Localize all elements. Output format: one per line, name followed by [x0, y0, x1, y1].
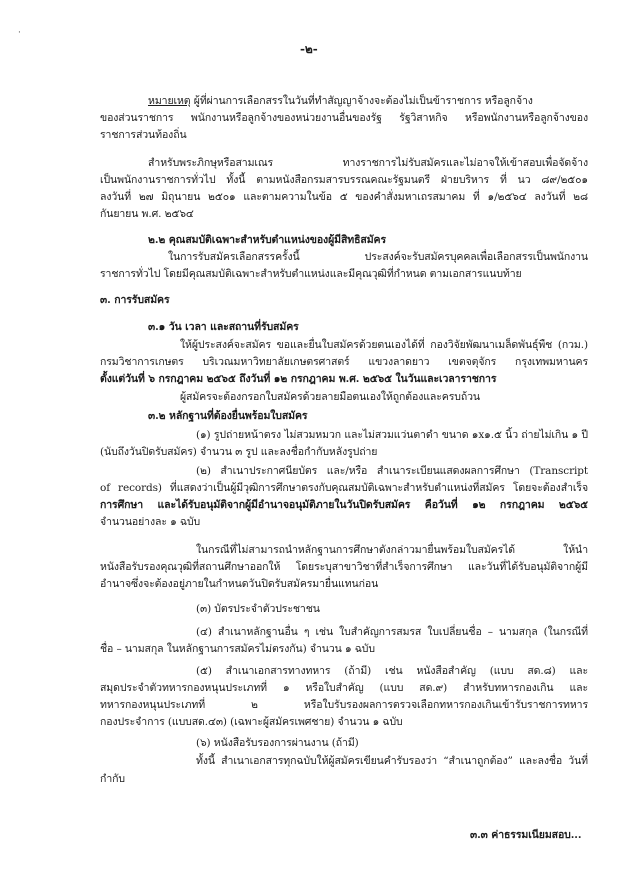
- monk-line-1: สำหรับพระภิกษุหรือสามเณร ทางราชการไม่รับสมัครและไม่อาจให้เข้าสอบเพื่อจัดจ้าง: [148, 157, 588, 169]
- item-1-line-1: (๑) รูปถ่ายหน้าตรง ไม่สวมหมวก และไม่สวมแว่นตาดำ ขนาด ๑x๑.๕ นิ้ว ถ่ายไม่เกิน ๑ ปี: [196, 429, 588, 441]
- item-2-extra-line-1: ในกรณีที่ไม่สามารถนำหลักฐานการศึกษาดังกล่าวมายื่นพร้อมใบสมัครได้ ให้นำ: [196, 544, 588, 556]
- note-line-1: [148, 94, 588, 108]
- closing-line-2: กำกับ: [100, 773, 125, 785]
- item-4-line-1: (๔) สำเนาหลักฐานอื่น ๆ เช่น ใบสำคัญการสมรส ใบเปลี่ยนชื่อ – นามสกุล (ในกรณีที่: [196, 626, 588, 638]
- section-3-2-heading: ๓.๒ หลักฐานที่ต้องยื่นพร้อมใบสมัคร: [148, 410, 308, 422]
- section-3-1-line-2: กรมวิชาการเกษตร บริเวณมหาวิทยาลัยเกษตรศาสตร์ แขวงลาดยาว เขตจตุจักร กรุงเทพมหานคร: [100, 356, 588, 368]
- item-6: (๖) หนังสือรับรองการผ่านงาน (ถ้ามี): [196, 737, 359, 749]
- item-2-line-1: (๒) สำเนาประกาศนียบัตร และ/หรือ สำเนาระเบียนแสดงผลการศึกษา (Transcript: [196, 465, 588, 477]
- page-number: -๒-: [300, 42, 318, 56]
- note-line-3: ราชการส่วนท้องถิ่น: [100, 129, 187, 141]
- item-2-line-2: of records) ที่แสดงว่าเป็นผู้มีวุฒิการศึกษาตรงกับคุณสมบัติเฉพาะสำหรับตำแหน่งที่สมัคร โดยจะต้องสำเร็จ: [100, 482, 588, 494]
- item-5-line-4: กองประจำการ (แบบสด.๔๓) (เฉพาะผู้สมัครเพศชาย) จำนวน ๑ ฉบับ: [100, 716, 403, 728]
- scan-speck: ·: [18, 28, 21, 38]
- section-2-2-line-2: ราชการทั่วไป โดยมีคุณสมบัติเฉพาะสำหรับตำแหน่งและมีคุณวุฒิที่กำหนด ตามเอกสารแนบท้าย: [100, 268, 522, 280]
- section-3-1-line-3: ตั้งแต่วันที่ ๖ กรกฎาคม ๒๕๖๕ ถึงวันที่ ๑๒ กรกฎาคม พ.ศ. ๒๕๖๕ ในวันและเวลาราชการ: [100, 373, 497, 385]
- section-3-1-line-4: ผู้สมัครจะต้องกรอกใบสมัครด้วยลายมือตนเองให้ถูกต้องและครบถ้วน: [180, 391, 480, 403]
- note-label: หมายเหตุ: [148, 95, 191, 107]
- note-line-2: ของส่วนราชการ พนักงานหรือลูกจ้างของหน่วยงานอื่นของรัฐ รัฐวิสาหกิจ หรือพนักงานหรือลูกจ้างของ: [100, 112, 588, 124]
- item-1-line-2: (นับถึงวันปิดรับสมัคร) จำนวน ๓ รูป และลงชื่อกำกับหลังรูปถ่าย: [100, 446, 378, 458]
- section-3-1-line-1: ให้ผู้ประสงค์จะสมัคร ขอและยื่นใบสมัครด้วยตนเองได้ที่ กองวิจัยพัฒนาเมล็ดพันธุ์พืช (กวม.): [180, 339, 588, 351]
- item-5-line-1: (๕) สำเนาเอกสารทางทหาร (ถ้ามี) เช่น หนังสือสำคัญ (แบบ สด.๘) และ: [196, 665, 588, 677]
- monk-line-2: เป็นพนักงานราชการทั่วไป ทั้งนี้ ตามหนังสือกรมสารบรรณคณะรัฐมนตรี ฝ่ายบริหาร ที่ นว ๘๙/๒๕๐๑: [100, 174, 588, 186]
- section-2-2-line-1: ในการรับสมัครเลือกสรรครั้งนี้ ประสงค์จะรับสมัครบุคคลเพื่อเลือกสรรเป็นพนักงาน: [168, 251, 588, 263]
- section-2-2-heading: ๒.๒ คุณสมบัติเฉพาะสำหรับตำแหน่งของผู้มีสิทธิสมัคร: [148, 234, 386, 246]
- continuation-footer: ๓.๓ ค่าธรรมเนียมสอบ...: [470, 829, 582, 841]
- item-4-line-2: ชื่อ – นามสกุล ในหลักฐานการสมัครไม่ตรงกัน) จำนวน ๑ ฉบับ: [100, 643, 375, 655]
- section-3-1-heading: ๓.๑ วัน เวลา และสถานที่รับสมัคร: [148, 321, 299, 333]
- item-5-line-3: ทหารกองหนุนประเภทที่ ๒ หรือใบรับรองผลการตรวจเลือกทหารกองเกินเข้ารับราชการทหาร: [100, 699, 588, 711]
- item-2-extra-line-3: อำนาจซึ่งจะต้องอยู่ภายในกำหนดวันปิดรับสมัครมายื่นแทนก่อน: [100, 578, 379, 590]
- section-3-heading: ๓. การรับสมัคร: [100, 294, 170, 306]
- item-2-extra-line-2: หนังสือรับรองคุณวุฒิที่สถานศึกษาออกให้ โดยระบุสาขาวิชาที่สำเร็จการศึกษา และวันที่ได้รับอนุมัติจากผู้มี: [100, 561, 588, 573]
- closing-line-1: ทั้งนี้ สำเนาเอกสารทุกฉบับให้ผู้สมัครเขียนคำรับรองว่า “สำเนาถูกต้อง” และลงชื่อ วันที่: [196, 755, 588, 767]
- item-5-line-2: สมุดประจำตัวทหารกองหนุนประเภทที่ ๑ หรือใบสำคัญ (แบบ สด.๙) สำหรับทหารกองเกิน และ: [100, 682, 588, 694]
- item-2-line-3: การศึกษา และได้รับอนุมัติจากผู้มีอำนาจอนุมัติภายในวันปิดรับสมัคร คือวันที่ ๑๒ กรกฎาคม ๒๕๖๕: [100, 499, 588, 511]
- monk-line-3: ลงวันที่ ๒๗ มิถุนายน ๒๕๐๑ และตามความในข้อ ๕ ของคำสั่งมหาเถรสมาคม ที่ ๑/๒๕๖๔ ลงวันที่ ๒๘: [100, 191, 588, 203]
- note-text-1: ผู้ที่ผ่านการเลือกสรรในวันที่ทำสัญญาจ้างจะต้องไม่เป็นข้าราชการ หรือลูกจ้าง: [193, 95, 533, 107]
- item-3: (๓) บัตรประจำตัวประชาชน: [196, 603, 320, 615]
- item-2-line-4: จำนวนอย่างละ ๑ ฉบับ: [100, 516, 201, 528]
- monk-line-4: กันยายน พ.ศ. ๒๕๖๔: [100, 208, 194, 220]
